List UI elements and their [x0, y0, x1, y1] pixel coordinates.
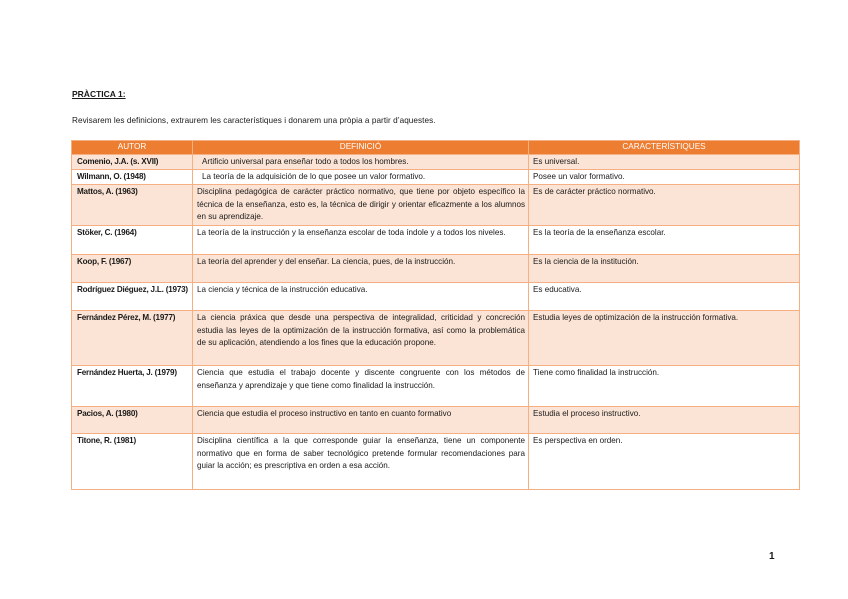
- definition-cell: La ciencia práxica que desde una perspectiva de integralidad, criticidad y concreción estudia las leyes de la optimización de la instrucción formativa, así como la problemática de su aplicación, atendiendo a los fines que la educación propone.: [193, 311, 529, 366]
- definitions-table: [71, 140, 800, 490]
- characteristics-cell: Posee un valor formativo.: [529, 170, 800, 185]
- table-header-row: [72, 141, 800, 155]
- characteristics-cell: Es la teoría de la enseñanza escolar.: [529, 226, 800, 255]
- table-row: [72, 407, 800, 434]
- definition-cell: La teoría de la instrucción y la enseñanza escolar de toda índole y a todos los niveles.: [193, 226, 529, 255]
- characteristics-cell: Es la ciencia de la institución.: [529, 255, 800, 283]
- author-cell: Pacios, A. (1980): [72, 407, 193, 434]
- author-cell: Titone, R. (1981): [72, 434, 193, 490]
- page-number: 1: [769, 551, 775, 562]
- author-cell: Koop, F. (1967): [72, 255, 193, 283]
- characteristics-cell: Estudia el proceso instructivo.: [529, 407, 800, 434]
- author-cell: Wilmann, O. (1948): [72, 170, 193, 185]
- author-cell: Stöker, C. (1964): [72, 226, 193, 255]
- definition-cell: La ciencia y técnica de la instrucción educativa.: [193, 283, 529, 311]
- intro-paragraph: Revisarem les definicions, extraurem les característiques i donarem una pròpia a partir d’aquestes.: [72, 116, 436, 125]
- table-row: [72, 283, 800, 311]
- characteristics-cell: Tiene como finalidad la instrucción.: [529, 366, 800, 407]
- definition-cell: La teoría del aprender y del enseñar. La ciencia, pues, de la instrucción.: [193, 255, 529, 283]
- characteristics-cell: Es perspectiva en orden.: [529, 434, 800, 490]
- page-title: PRÀCTICA 1:: [72, 89, 126, 99]
- table-row: [72, 155, 800, 170]
- author-cell: Fernández Pérez, M. (1977): [72, 311, 193, 366]
- characteristics-cell: Es de carácter práctico normativo.: [529, 185, 800, 226]
- table-row: [72, 366, 800, 407]
- characteristics-cell: Estudia leyes de optimización de la instrucción formativa.: [529, 311, 800, 366]
- author-cell: Comenio, J.A. (s. XVII): [72, 155, 193, 170]
- table-row: [72, 434, 800, 490]
- definition-cell: Disciplina científica a la que corresponde guiar la enseñanza, tiene un componente normativo que en forma de saber tecnológico pretende formular recomendaciones para guiar la acción; es prescriptiva en orden a esa acción.: [193, 434, 529, 490]
- table-row: [72, 185, 800, 226]
- table-row: [72, 226, 800, 255]
- definition-cell: Disciplina pedagógica de carácter práctico normativo, que tiene por objeto específico la técnica de la enseñanza, esto es, la técnica de dirigir y orientar eficazmente a los alumnos en su aprendizaje.: [193, 185, 529, 226]
- author-cell: Fernández Huerta, J. (1979): [72, 366, 193, 407]
- definition-cell: La teoría de la adquisición de lo que posee un valor formativo.: [193, 170, 529, 185]
- header-author: AUTOR: [72, 141, 193, 155]
- definition-cell: Artificio universal para enseñar todo a todos los hombres.: [193, 155, 529, 170]
- author-cell: Mattos, A. (1963): [72, 185, 193, 226]
- table-row: [72, 311, 800, 366]
- definition-cell: Ciencia que estudia el proceso instructivo en tanto en cuanto formativo: [193, 407, 529, 434]
- header-definition: DEFINICIÓ: [193, 141, 529, 155]
- author-cell: Rodríguez Diéguez, J.L. (1973): [72, 283, 193, 311]
- table-row: [72, 255, 800, 283]
- table-row: [72, 170, 800, 185]
- characteristics-cell: Es universal.: [529, 155, 800, 170]
- characteristics-cell: Es educativa.: [529, 283, 800, 311]
- header-characteristics: CARACTERÍSTIQUES: [529, 141, 800, 155]
- definition-cell: Ciencia que estudia el trabajo docente y discente congruente con los métodos de enseñanza y aprendizaje y que tiene como finalidad la instrucción.: [193, 366, 529, 407]
